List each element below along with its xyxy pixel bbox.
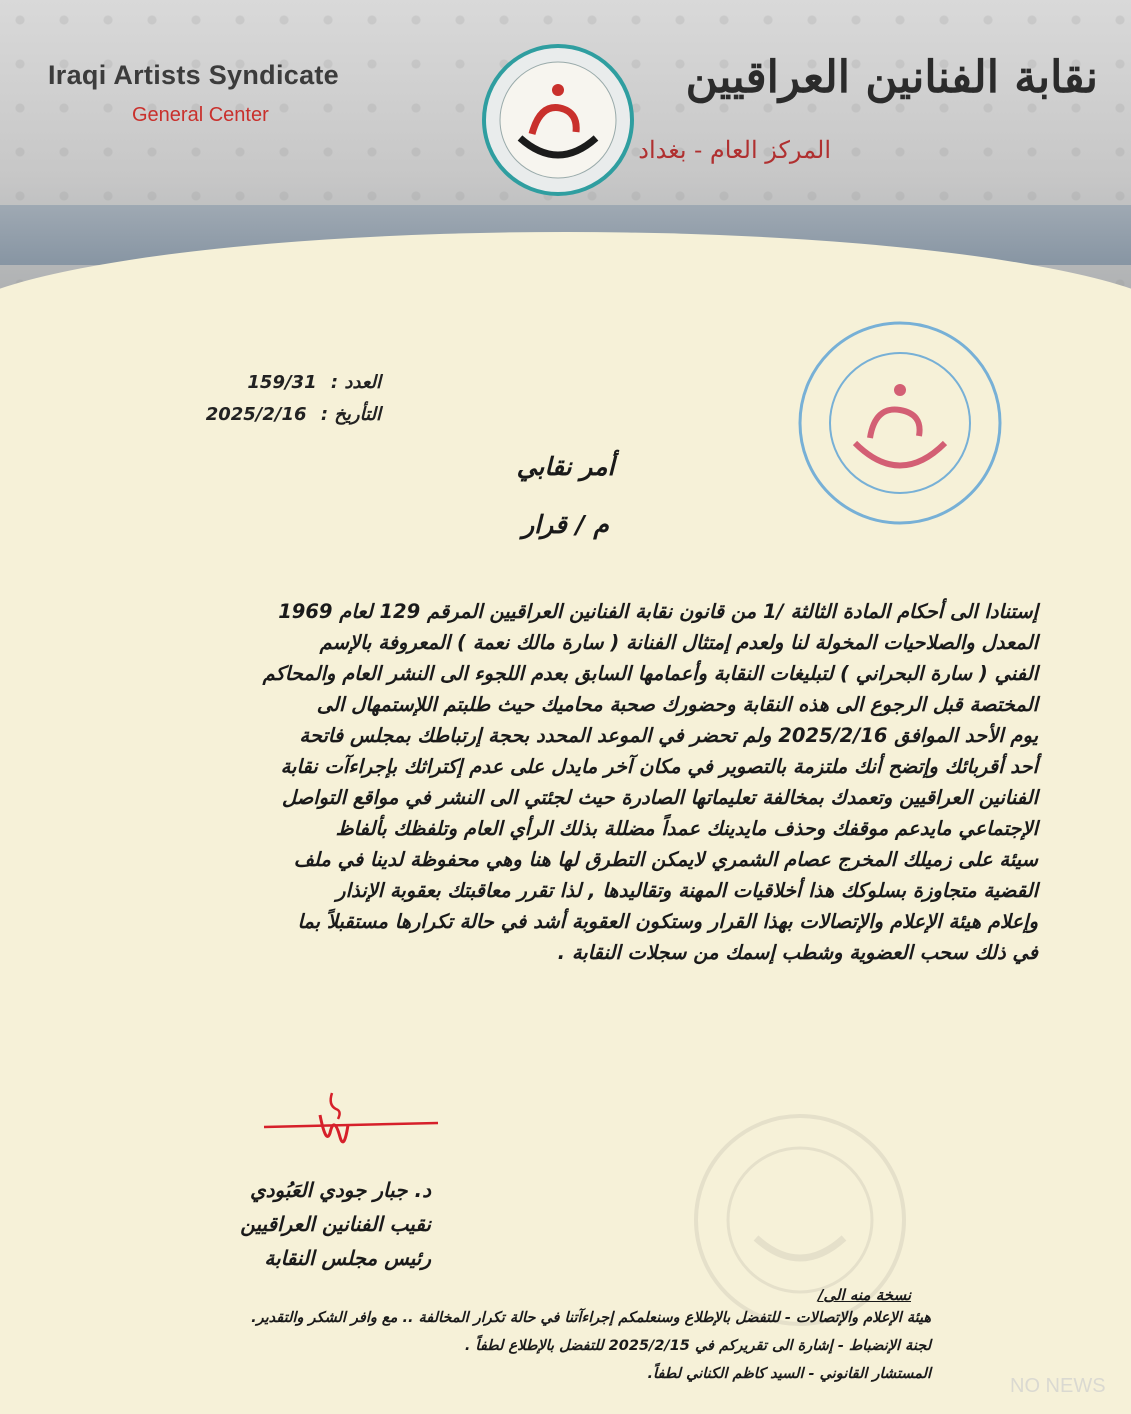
body-line: الإجتماعي مايدعم موقفك وحذف مايدينك عمداً مضللة بذلك الرأي العام وتلفظك بألفاظ [335, 817, 1038, 840]
body-line: الفني ( سارة البحراني ) لتبليغات النقابة وأعمامها السابق بعدم اللجوء الى النشر العام والمحاكم [262, 662, 1038, 685]
reference-date-label: التأريخ : [320, 404, 381, 425]
reference-date-value: 2025/2/16 [205, 404, 307, 425]
body-line: الفنانين العراقيين وتعمدك بمخالفة تعليماتها الصادرة حيث لجئتي الى النشر في مواقع التواصل [281, 786, 1038, 809]
copy-recipient: لجنة الإنضباط - إشارة الى تقريركم في 2025/2/15 للتفضل بالإطلاع لطفاً . [464, 1338, 931, 1354]
copy-recipient: المستشار القانوني - السيد كاظم الكناني لطفاً. [647, 1366, 931, 1382]
reference-number-label: العدد : [330, 372, 381, 393]
syndicate-name-english: Iraqi Artists Syndicate [48, 60, 339, 90]
syndicate-subtitle-arabic: المركز العام - بغداد [638, 136, 831, 164]
body-line: إستنادا الى أحكام المادة الثالثة /1 من قانون نقابة الفنانين العراقيين المرقم 129 لعام 1969 [278, 600, 1038, 623]
reference-date [206, 404, 381, 425]
handwritten-signature-icon [258, 1085, 448, 1165]
signatory-title: نقيب الفنانين العراقيين [240, 1212, 431, 1236]
body-line: وإعلام هيئة الإعلام والإتصالات بهذا القرار وستكون العقوبة أشد في حالة تكرارها مستقبلاً بما [297, 910, 1038, 933]
reference-number [247, 372, 381, 393]
reference-number-value: 159/31 [247, 372, 317, 393]
document-title: أمر نقابي [516, 452, 615, 481]
body-line: سيئة على زميلك المخرج عصام الشمري لايمكن التطرق لها هنا وهي محفوظة لدينا في ملف [293, 848, 1038, 871]
decision-body [95, 596, 1038, 968]
body-line: أحد أقربائك وإتضح أنك ملتزمة بالتصوير في مكان آخر مايدل على عدم إكتراثك بإجراءآت نقابة [280, 755, 1038, 778]
body-line: يوم الأحد الموافق 2025/2/16 ولم تحضر في الموعد المحدد بحجة إرتباطك بمجلس فاتحة [299, 724, 1038, 747]
watermark: NO NEWS [1010, 1375, 1106, 1397]
official-stamp-icon [795, 318, 1005, 528]
body-line: المعدل والصلاحيات المخولة لنا ولعدم إمتثال الفنانة ( سارة مالك نعمة ) المعروفة بالإسم [319, 631, 1038, 654]
body-line: في ذلك سحب العضوية وشطب إسمك من سجلات النقابة . [557, 941, 1038, 964]
copies-heading: نسخة منه الى/ [817, 1286, 911, 1304]
syndicate-subtitle-english: General Center [132, 104, 269, 126]
body-line: المختصة قبل الرجوع الى هذه النقابة وحضورك صحبة محاميك حيث طلبتم اللإستمهال الى [316, 693, 1038, 716]
copy-recipient: هيئة الإعلام والإتصالات - للتفضل بالإطلاع وسنعلمكم إجراءآتنا في حالة تكرار المخالفة .. مع وافر الشكر والتقدير. [251, 1310, 931, 1326]
signatory-role: رئيس مجلس النقابة [264, 1246, 431, 1270]
syndicate-emblem-icon [480, 42, 636, 198]
body-line: القضية متجاوزة بسلوكك هذا أخلاقيات المهنة وتقاليدها , لذا تقرر معاقبتك بعقوبة الإنذار [336, 879, 1038, 902]
document-subject: م / قرار [522, 510, 609, 539]
syndicate-name-arabic: نقابة الفنانين العراقيين [685, 52, 1098, 103]
signatory-name: د. جبار جودي العَبُودي [249, 1178, 431, 1202]
